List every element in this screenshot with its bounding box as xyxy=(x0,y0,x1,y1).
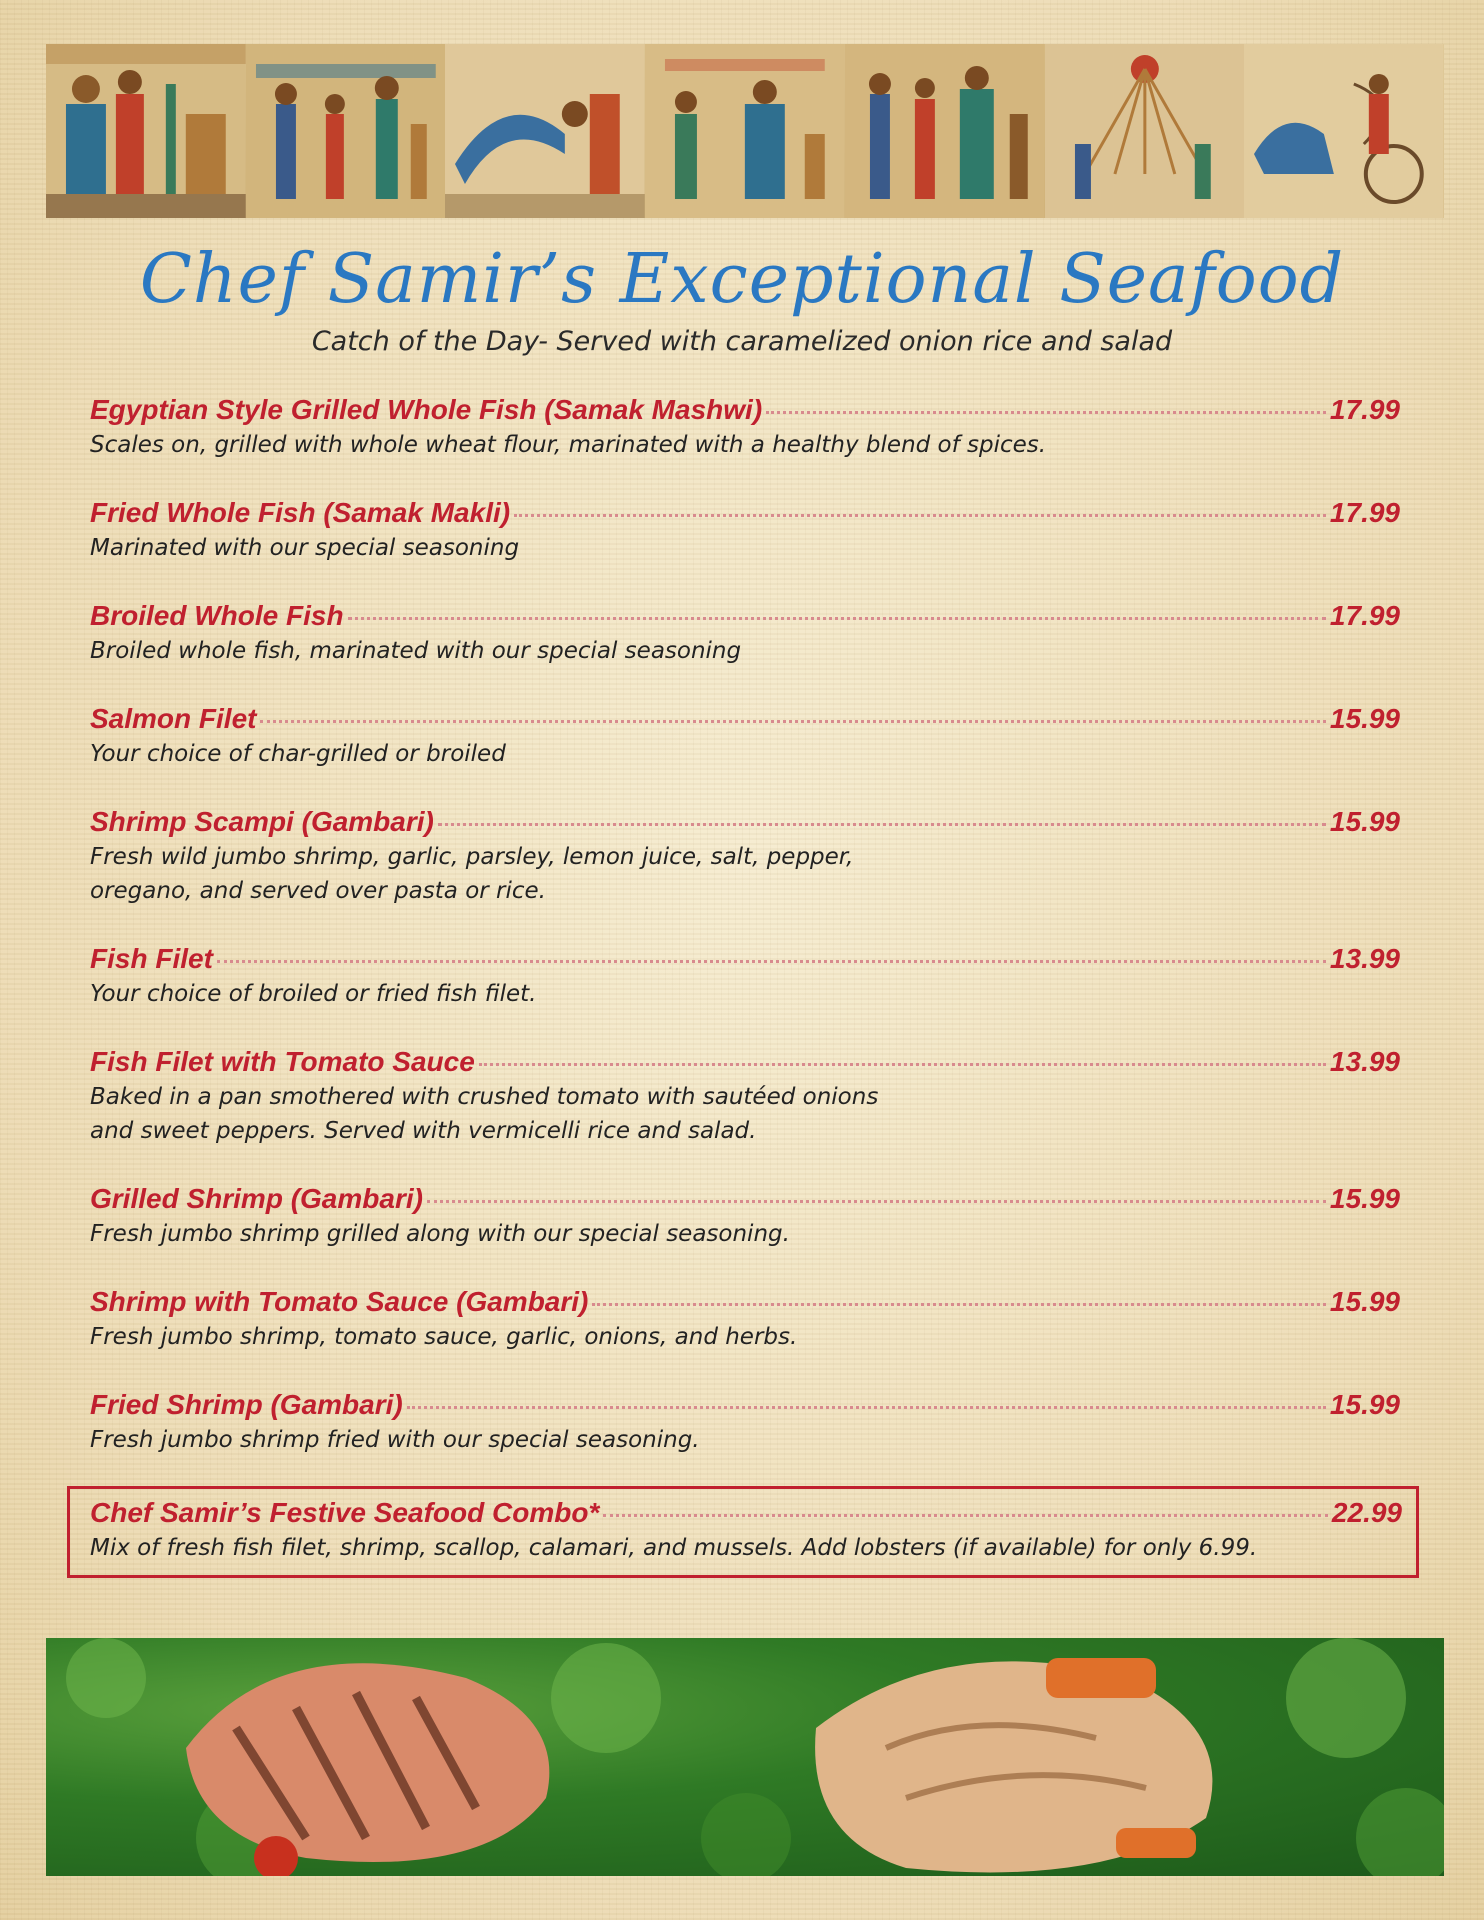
menu-item-description: Fresh jumbo shrimp, tomato sauce, garlic, onions, and herbs. xyxy=(90,1324,798,1350)
menu-item-description: Fresh jumbo shrimp fried with our special seasoning. xyxy=(90,1427,700,1453)
menu-item xyxy=(90,600,1400,703)
combo-price: 22.99 xyxy=(1331,1497,1402,1528)
menu-item xyxy=(90,703,1400,806)
dotted-leader xyxy=(603,1514,1328,1517)
menu-item-name: Egyptian Style Grilled Whole Fish (Samak Mashwi) xyxy=(90,394,763,425)
menu-item-description: Baked in a pan smothered with crushed tomato with sautéed onions and sweet peppers. Served with vermicelli rice and salad. xyxy=(90,1084,879,1144)
menu-item-price: 13.99 xyxy=(1329,943,1400,974)
menu-item-name: Fried Whole Fish (Samak Makli) xyxy=(90,497,511,528)
menu-item-price: 15.99 xyxy=(1329,703,1400,734)
menu-item xyxy=(90,1286,1400,1389)
menu-item xyxy=(90,1046,1400,1183)
combo-highlight-box xyxy=(67,1486,1419,1578)
menu-item-price: 13.99 xyxy=(1329,1046,1400,1077)
menu-item-price: 15.99 xyxy=(1329,1389,1400,1420)
menu-item-description: Marinated with our special seasoning xyxy=(90,535,520,561)
dotted-leader xyxy=(438,823,1326,826)
dotted-leader xyxy=(217,960,1326,963)
menu-item-name: Broiled Whole Fish xyxy=(90,600,344,631)
dotted-leader xyxy=(260,720,1325,723)
banner-panel-seated-figures xyxy=(46,44,246,218)
menu-item-description: Fresh wild jumbo shrimp, garlic, parsley, lemon juice, salt, pepper, oregano, and served over pasta or rice. xyxy=(90,844,854,904)
banner-panel-procession xyxy=(246,44,446,218)
menu-item-name: Grilled Shrimp (Gambari) xyxy=(90,1183,423,1214)
dotted-leader xyxy=(514,514,1326,517)
egyptian-hieroglyph-banner xyxy=(46,44,1444,218)
menu-item-name: Shrimp Scampi (Gambari) xyxy=(90,806,434,837)
dotted-leader xyxy=(479,1063,1326,1066)
dotted-leader xyxy=(407,1406,1326,1409)
menu-item-name: Fried Shrimp (Gambari) xyxy=(90,1389,403,1420)
menu-item xyxy=(90,1183,1400,1286)
dotted-leader xyxy=(592,1303,1326,1306)
banner-panel-sun-rays xyxy=(1045,44,1245,218)
banner-panel-offerings xyxy=(645,44,845,218)
menu-item-price: 17.99 xyxy=(1329,497,1400,528)
menu-item xyxy=(90,394,1400,497)
menu-item-description: Your choice of broiled or fried fish filet. xyxy=(90,981,537,1007)
menu-item-price: 15.99 xyxy=(1329,806,1400,837)
grilled-fish-on-greens-photo xyxy=(46,1638,1444,1876)
page-title: Chef Samir’s Exceptional Seafood xyxy=(139,240,1345,319)
page-subtitle: Catch of the Day- Served with caramelized onion rice and salad xyxy=(311,326,1173,357)
dotted-leader xyxy=(427,1200,1326,1203)
menu-item-description: Scales on, grilled with whole wheat flour, marinated with a healthy blend of spices. xyxy=(90,432,1047,458)
menu-item-name: Salmon Filet xyxy=(90,703,257,734)
menu-list xyxy=(90,394,1400,1492)
menu-item-price: 15.99 xyxy=(1329,1183,1400,1214)
menu-item-price: 17.99 xyxy=(1329,394,1400,425)
menu-item-name: Shrimp with Tomato Sauce (Gambari) xyxy=(90,1286,589,1317)
menu-item-name: Fish Filet xyxy=(90,943,213,974)
dotted-leader xyxy=(766,411,1326,414)
menu-item-price: 15.99 xyxy=(1329,1286,1400,1317)
menu-item-price: 17.99 xyxy=(1329,600,1400,631)
menu-item xyxy=(90,1389,1400,1492)
menu-item xyxy=(90,943,1400,1046)
banner-panel-chariot-archer xyxy=(1244,44,1444,218)
combo-name: Chef Samir’s Festive Seafood Combo* xyxy=(90,1497,600,1528)
menu-item-description: Fresh jumbo shrimp grilled along with our special seasoning. xyxy=(90,1221,790,1247)
menu-item-description: Your choice of char-grilled or broiled xyxy=(90,741,506,767)
menu-item xyxy=(90,497,1400,600)
menu-item-name: Fish Filet with Tomato Sauce xyxy=(90,1046,475,1077)
dotted-leader xyxy=(348,617,1326,620)
banner-panel-standing-figures xyxy=(845,44,1045,218)
combo-description: Mix of fresh fish filet, shrimp, scallop, calamari, and mussels. Add lobsters (if available) for only 6.99. xyxy=(90,1535,1258,1561)
banner-panel-winged-goddess xyxy=(445,44,645,218)
menu-item xyxy=(90,806,1400,943)
menu-item-description: Broiled whole fish, marinated with our special seasoning xyxy=(90,638,742,664)
